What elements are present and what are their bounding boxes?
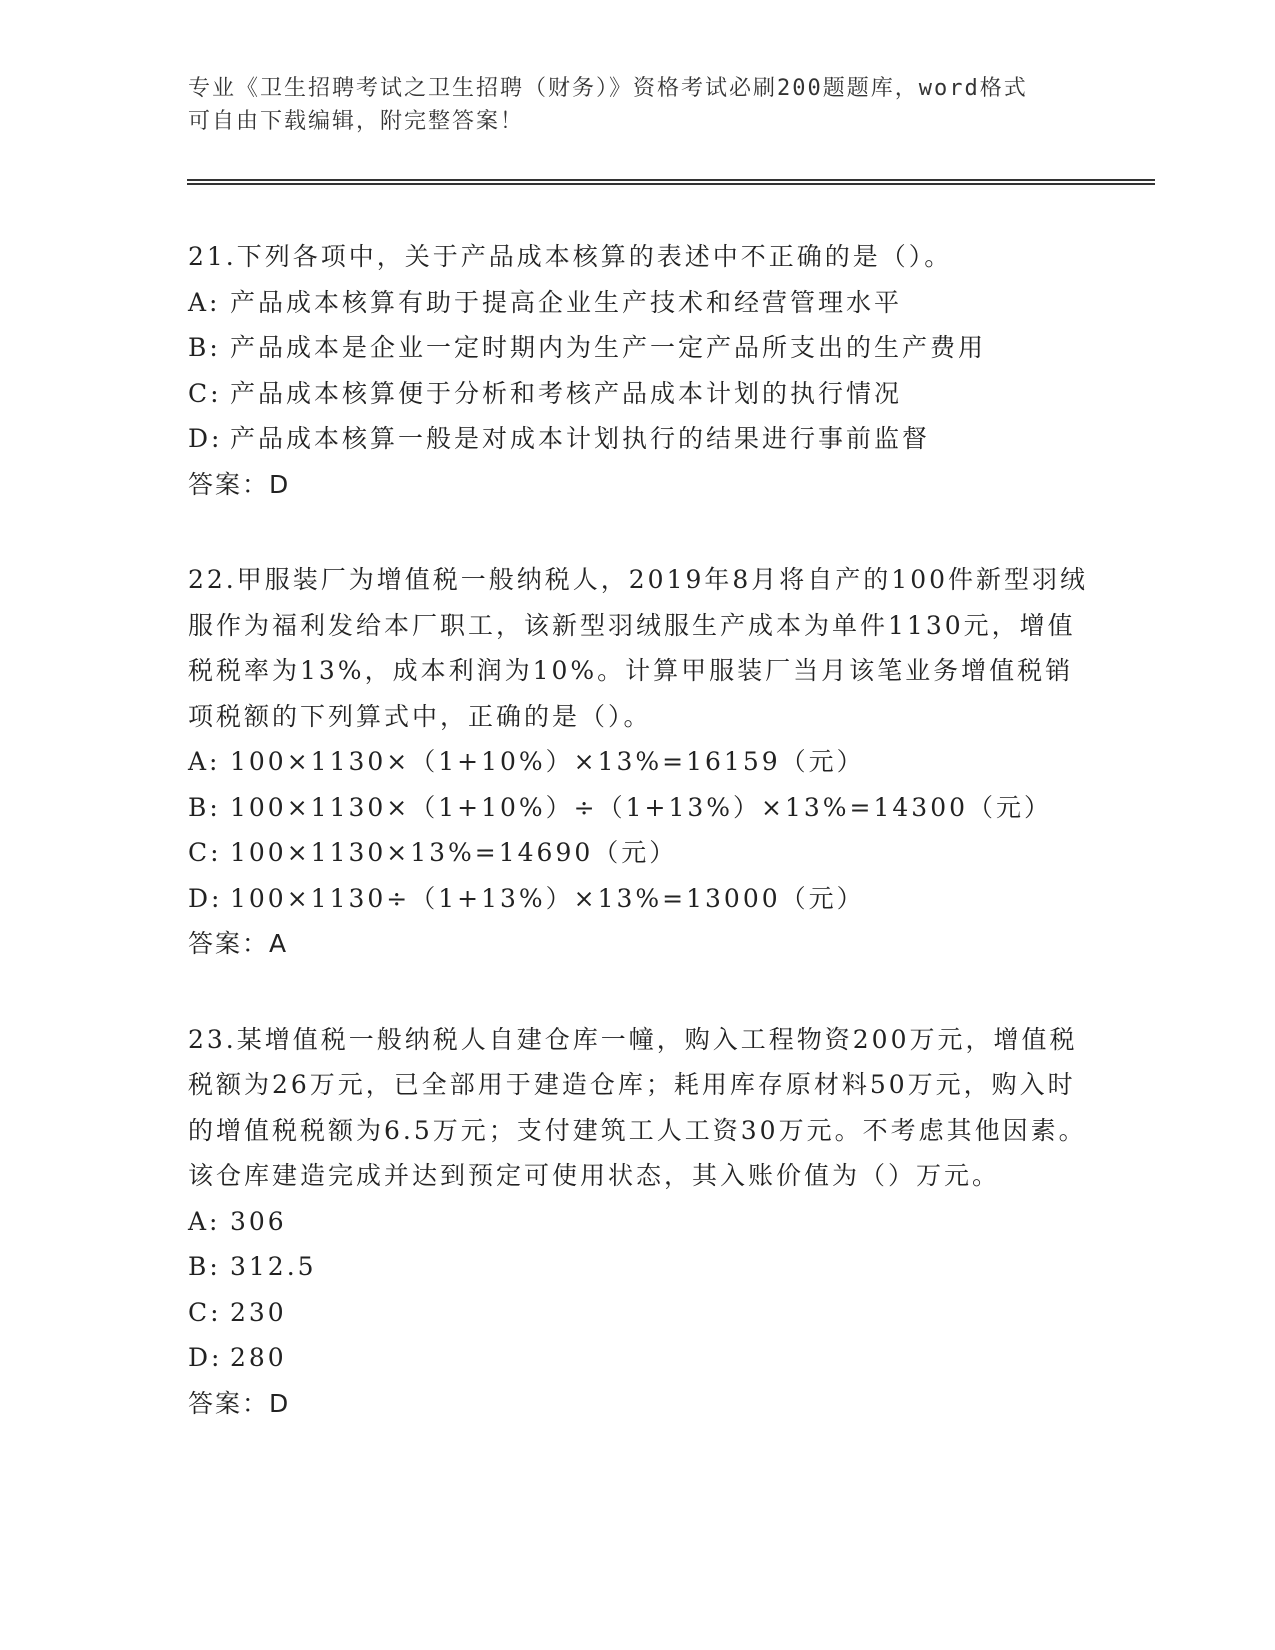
- header-double-rule: [187, 179, 1155, 185]
- document-header: [188, 72, 1088, 138]
- option-c: [188, 830, 1088, 876]
- option-d: [188, 876, 1088, 922]
- option-text: 230: [230, 1297, 287, 1327]
- option-text: 100×1130×（1+10%）÷（1+13%）×13%=14300（元）: [230, 792, 1053, 822]
- option-b: [188, 1244, 1088, 1290]
- option-a: [188, 1199, 1088, 1245]
- header-line-1: 专业《卫生招聘考试之卫生招聘（财务）》资格考试必刷200题题库，word格式: [188, 76, 1028, 101]
- option-key: C:: [188, 838, 222, 867]
- answer-line: 答案：D: [188, 469, 291, 499]
- option-key: B:: [188, 1252, 221, 1281]
- option-text: 312.5: [230, 1252, 317, 1281]
- option-text: 产品成本核算便于分析和考核产品成本计划的执行情况: [230, 378, 903, 408]
- option-text: 100×1130×13%=14690（元）: [230, 838, 678, 867]
- option-b: [188, 785, 1088, 831]
- option-b: [188, 325, 1088, 371]
- option-a: [188, 280, 1088, 326]
- option-d: [188, 1335, 1088, 1381]
- option-text: 100×1130×（1+10%）×13%=16159（元）: [230, 747, 865, 776]
- question-23: [188, 1017, 1088, 1427]
- option-key: A:: [188, 1206, 221, 1236]
- option-text: 产品成本核算一般是对成本计划执行的结果进行事前监督: [230, 424, 931, 453]
- question-22: [188, 557, 1088, 967]
- option-c: [188, 371, 1088, 417]
- question-stem: 22.甲服装厂为增值税一般纳税人，2019年8月将自产的100件新型羽绒服作为福利发给本厂职工，该新型羽绒服生产成本为单件1130元，增值税税率为13%，成本利润为10%。计算甲服装厂当月该笔业务增值税销项税额的下列算式中，正确的是（）。: [188, 565, 1089, 731]
- question-21: [188, 234, 1088, 507]
- answer-line: 答案：D: [188, 1388, 291, 1418]
- option-c: [188, 1290, 1088, 1336]
- header-line-2: 可自由下载编辑，附完整答案！: [188, 109, 525, 134]
- answer-line: 答案：A: [188, 929, 289, 958]
- question-stem: 23.某增值税一般纳税人自建仓库一幢，购入工程物资200万元，增值税税额为26万元，已全部用于建造仓库；耗用库存原材料50万元，购入时的增值税税额为6.5万元；支付建筑工人工资30万元。不考虑其他因素。该仓库建造完成并达到预定可使用状态，其入账价值为（）万元。: [188, 1024, 1087, 1190]
- option-d: [188, 416, 1088, 462]
- option-key: B:: [188, 792, 221, 822]
- option-a: [188, 739, 1088, 785]
- option-text: 产品成本是企业一定时期内为生产一定产品所支出的生产费用: [230, 333, 987, 362]
- option-text: 100×1130÷（1+13%）×13%=13000（元）: [230, 883, 865, 913]
- option-key: C:: [188, 378, 222, 408]
- option-key: A:: [188, 287, 221, 317]
- question-list: [188, 234, 1088, 1476]
- option-key: D:: [188, 883, 223, 913]
- option-key: D:: [188, 1343, 223, 1372]
- option-text: 产品成本核算有助于提高企业生产技术和经营管理水平: [230, 287, 903, 317]
- option-key: C:: [188, 1297, 222, 1327]
- option-text: 306: [230, 1206, 287, 1236]
- option-key: B:: [188, 333, 221, 362]
- question-stem: 21.下列各项中，关于产品成本核算的表述中不正确的是（）。: [188, 242, 953, 271]
- option-text: 280: [230, 1343, 287, 1372]
- option-key: A:: [188, 747, 221, 776]
- option-key: D:: [188, 424, 223, 453]
